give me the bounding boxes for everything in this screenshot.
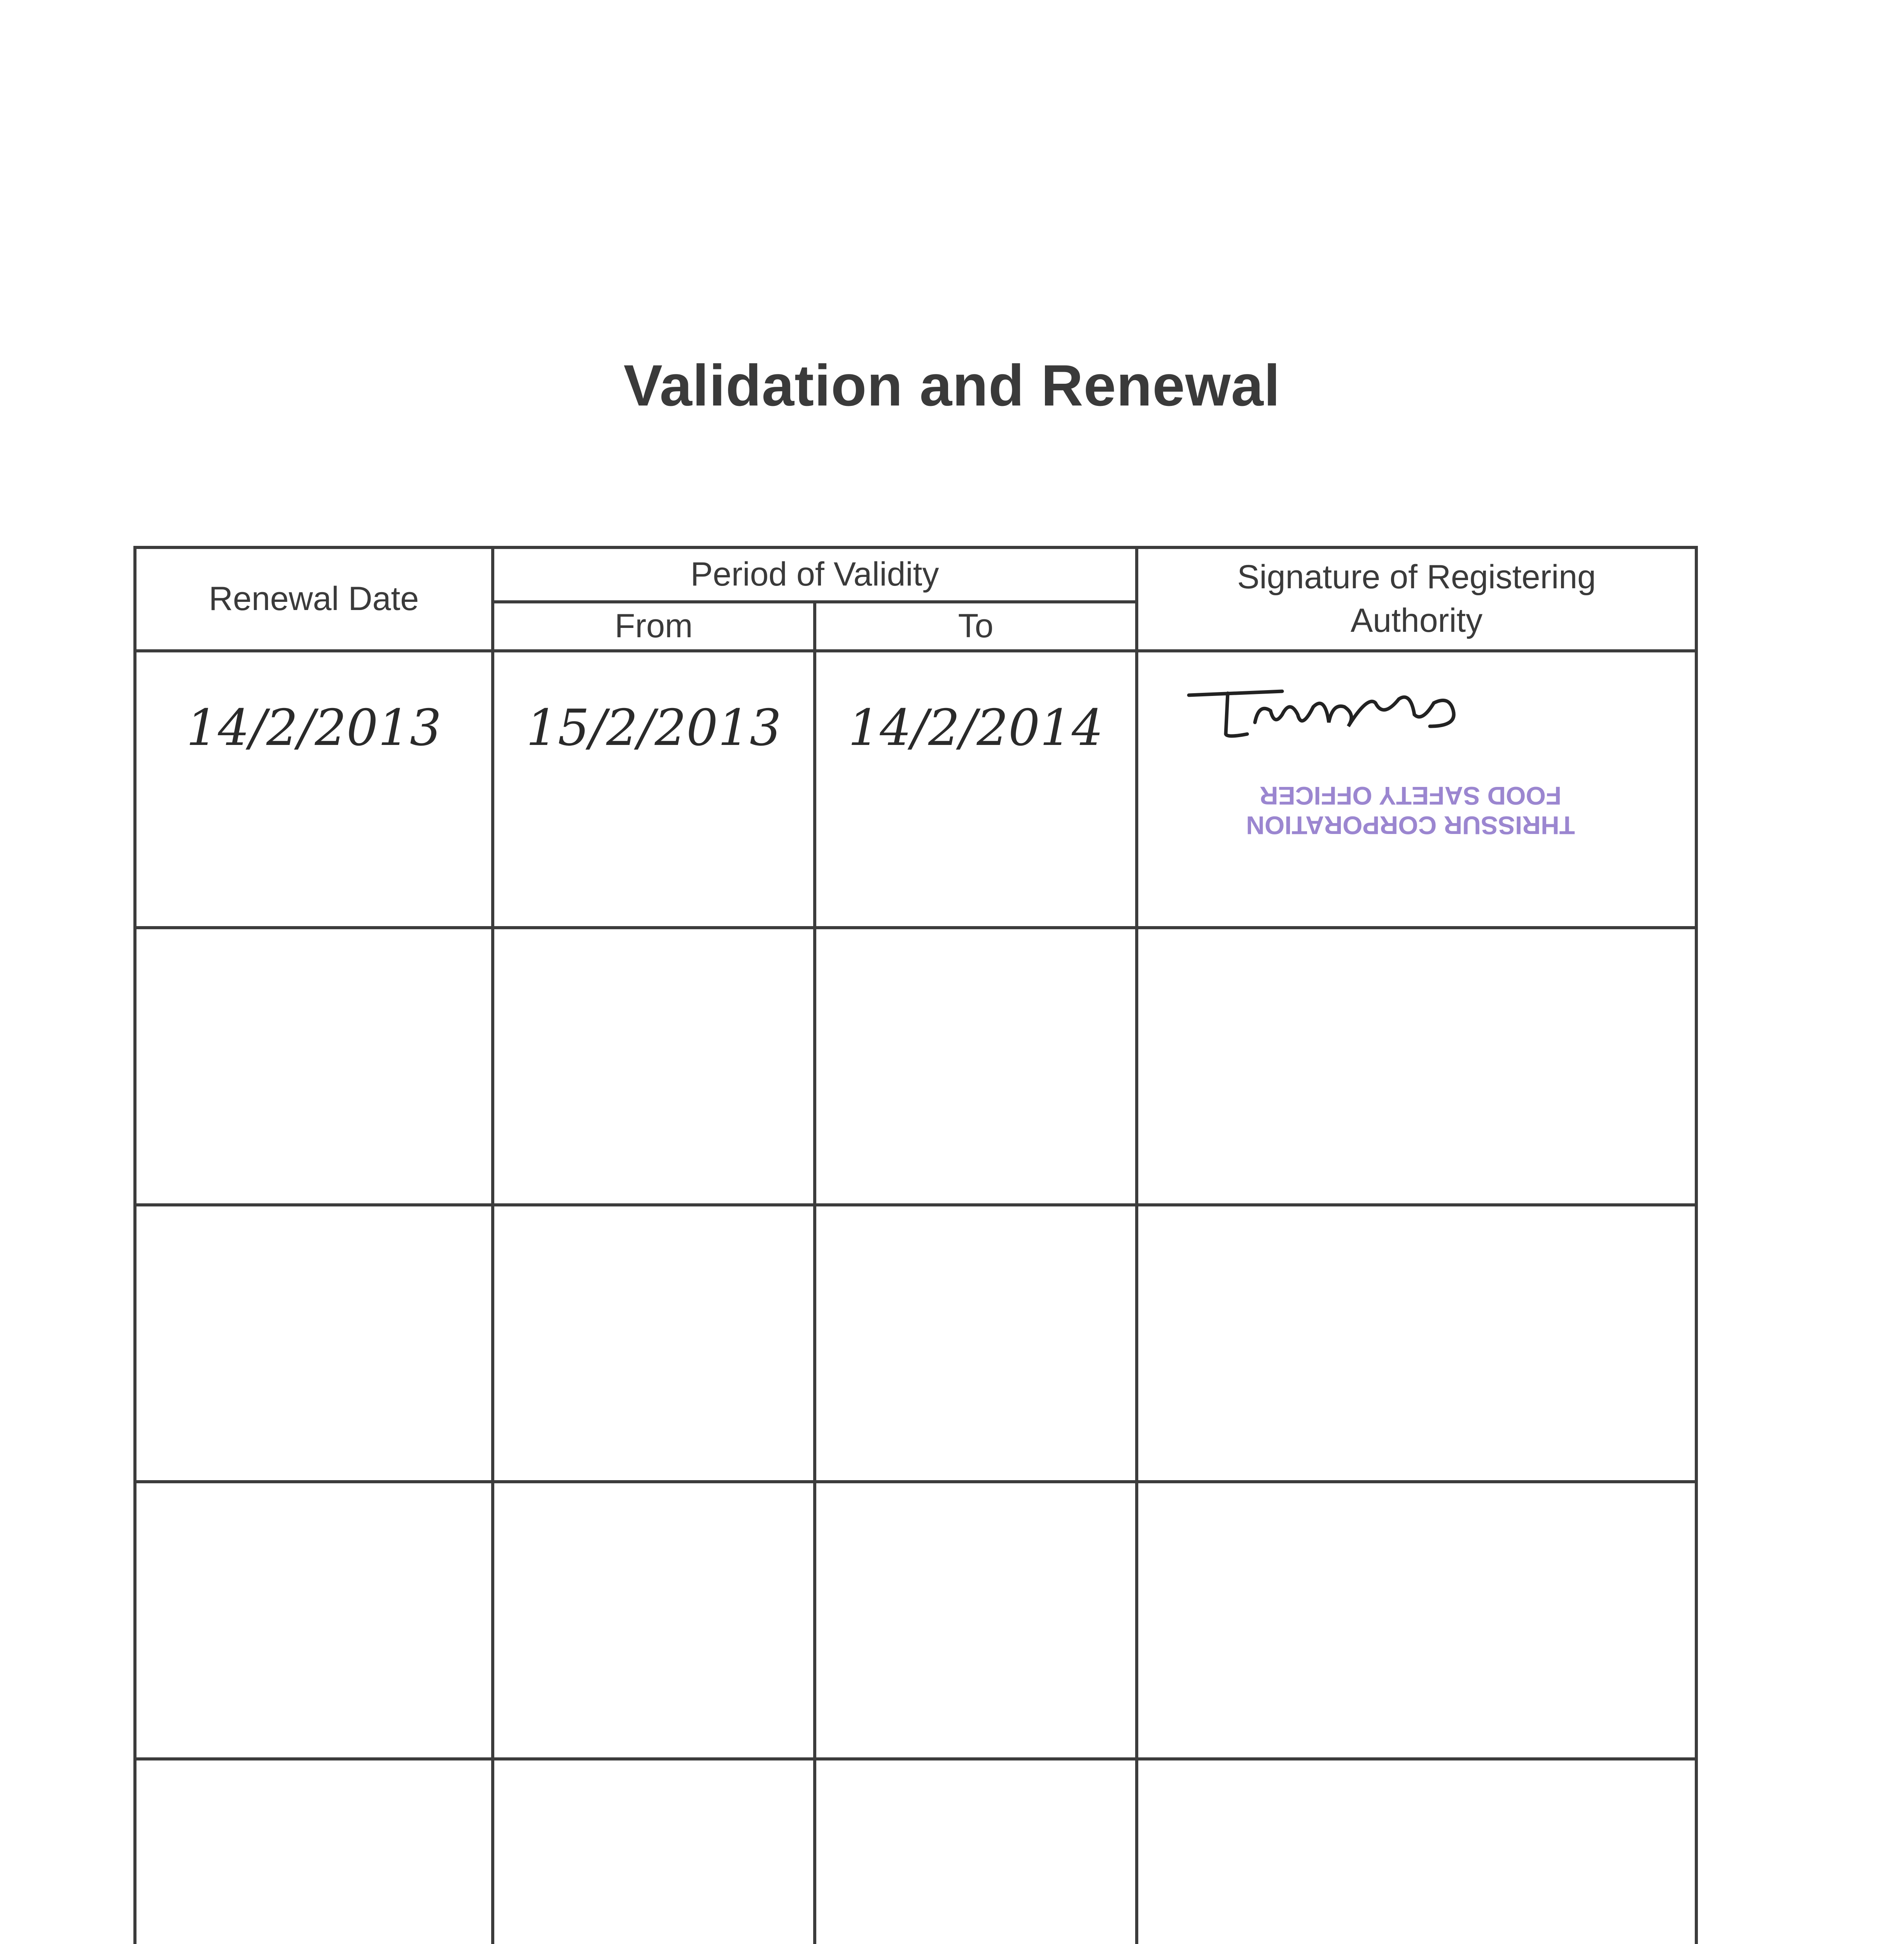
- header-to: To: [815, 602, 1137, 650]
- validation-renewal-table: [133, 546, 1698, 1944]
- to-cell: [815, 1482, 1137, 1759]
- table-row: [135, 1482, 1696, 1759]
- from-value: 15/2/2013: [526, 699, 782, 757]
- signature-cell: [1137, 1759, 1696, 1944]
- stamp-line-2: FOOD SAFETY OFFICER: [1259, 781, 1562, 810]
- to-cell: [815, 1205, 1137, 1482]
- to-cell: [815, 651, 1137, 928]
- stamp-line-1: THRISSUR CORPORATION: [1246, 811, 1575, 840]
- renewal-date-cell: [135, 651, 493, 928]
- renewal-date-cell: [135, 928, 493, 1205]
- renewal-date-value: 14/2/2013: [186, 699, 442, 757]
- page-title: Validation and Renewal: [623, 353, 1281, 418]
- signature-cell: [1137, 1205, 1696, 1482]
- renewal-date-cell: [135, 1205, 493, 1482]
- from-cell: [493, 928, 815, 1205]
- signature-cell: [1137, 651, 1696, 928]
- signature-cell: [1137, 928, 1696, 1205]
- header-signature-label: Signature of Registering Authority: [1237, 558, 1596, 639]
- from-cell: [493, 1482, 815, 1759]
- renewal-date-cell: [135, 1482, 493, 1759]
- header-period-of-validity: Period of Validity: [493, 547, 1137, 602]
- header-renewal-date: Renewal Date: [135, 547, 493, 651]
- to-cell: [815, 1759, 1137, 1944]
- table-row: [135, 928, 1696, 1205]
- to-cell: [815, 928, 1137, 1205]
- food-safety-officer-stamp: [1177, 781, 1644, 840]
- table-row: [135, 651, 1696, 928]
- table-row: [135, 1759, 1696, 1944]
- handwritten-signature: [1181, 680, 1477, 748]
- renewal-date-cell: [135, 1759, 493, 1944]
- from-cell: [493, 651, 815, 928]
- from-cell: [493, 1759, 815, 1944]
- header-from: From: [493, 602, 815, 650]
- from-cell: [493, 1205, 815, 1482]
- table-row: [135, 1205, 1696, 1482]
- header-signature: [1137, 547, 1696, 651]
- signature-cell: [1137, 1482, 1696, 1759]
- to-value: 14/2/2014: [848, 699, 1104, 757]
